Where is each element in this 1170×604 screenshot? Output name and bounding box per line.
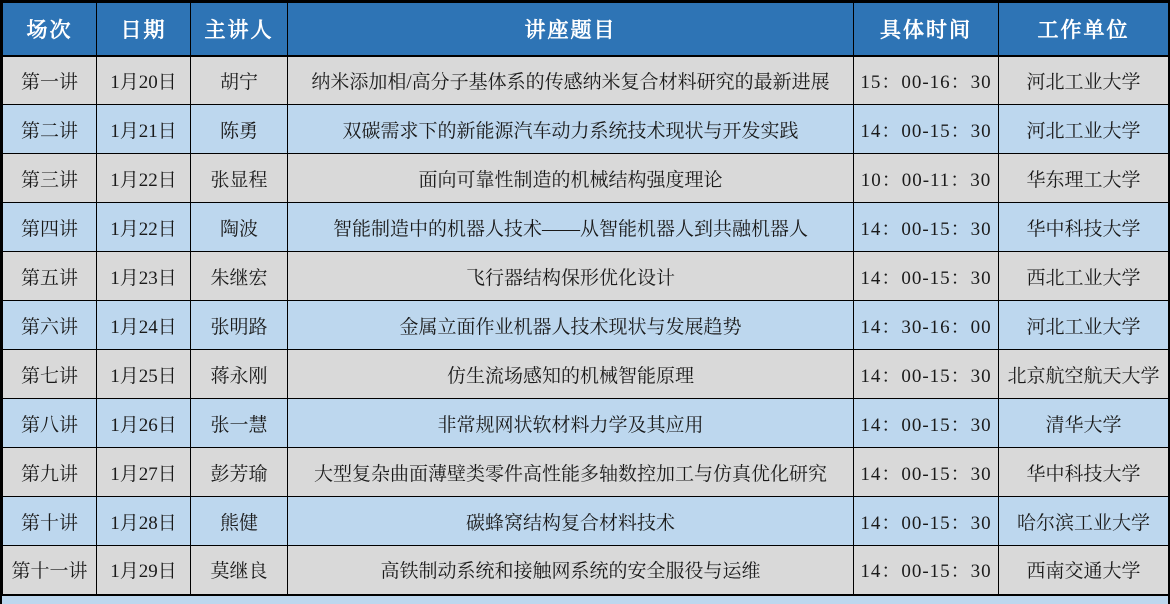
cell-lecture-title: 非常规网状软材料力学及其应用 bbox=[288, 399, 854, 448]
cell-affiliation: 北京航空航天大学 bbox=[999, 350, 1169, 399]
lecture-schedule-table bbox=[2, 2, 1169, 596]
cell-session: 第二讲 bbox=[3, 105, 97, 154]
cell-lecture-title: 纳米添加相/高分子基体系的传感纳米复合材料研究的最新进展 bbox=[288, 56, 854, 105]
cell-session: 第四讲 bbox=[3, 203, 97, 252]
cell-date: 1月23日 bbox=[97, 252, 191, 301]
cell-date: 1月27日 bbox=[97, 448, 191, 497]
cell-session: 第十一讲 bbox=[3, 546, 97, 595]
cell-speaker: 朱继宏 bbox=[191, 252, 288, 301]
cell-time: 10：00-11：30 bbox=[854, 154, 999, 203]
cell-time: 15：00-16：30 bbox=[854, 56, 999, 105]
table-row bbox=[3, 154, 1169, 203]
cell-lecture-title: 金属立面作业机器人技术现状与发展趋势 bbox=[288, 301, 854, 350]
cell-speaker: 陈勇 bbox=[191, 105, 288, 154]
cell-affiliation: 西北工业大学 bbox=[999, 252, 1169, 301]
cell-speaker: 胡宁 bbox=[191, 56, 288, 105]
cell-time: 14：00-15：30 bbox=[854, 105, 999, 154]
cell-speaker: 熊健 bbox=[191, 497, 288, 546]
column-header-time: 具体时间 bbox=[854, 3, 999, 56]
cell-session: 第五讲 bbox=[3, 252, 97, 301]
cell-date: 1月28日 bbox=[97, 497, 191, 546]
header-row bbox=[3, 3, 1169, 56]
cell-date: 1月22日 bbox=[97, 154, 191, 203]
table-row bbox=[3, 252, 1169, 301]
cell-time: 14：00-15：30 bbox=[854, 350, 999, 399]
table-row bbox=[3, 203, 1169, 252]
cell-session: 第三讲 bbox=[3, 154, 97, 203]
table-body bbox=[3, 56, 1169, 595]
cell-lecture-title: 飞行器结构保形优化设计 bbox=[288, 252, 854, 301]
cell-date: 1月29日 bbox=[97, 546, 191, 595]
cell-date: 1月25日 bbox=[97, 350, 191, 399]
cell-session: 第十讲 bbox=[3, 497, 97, 546]
cell-speaker: 蒋永刚 bbox=[191, 350, 288, 399]
table-row bbox=[3, 497, 1169, 546]
cell-date: 1月22日 bbox=[97, 203, 191, 252]
cell-session: 第一讲 bbox=[3, 56, 97, 105]
cell-lecture-title: 大型复杂曲面薄壁类零件高性能多轴数控加工与仿真优化研究 bbox=[288, 448, 854, 497]
column-header-session: 场次 bbox=[3, 3, 97, 56]
cell-date: 1月20日 bbox=[97, 56, 191, 105]
column-header-date: 日期 bbox=[97, 3, 191, 56]
table-row bbox=[3, 56, 1169, 105]
cell-time: 14：00-15：30 bbox=[854, 399, 999, 448]
cell-affiliation: 河北工业大学 bbox=[999, 301, 1169, 350]
cell-time: 14：00-15：30 bbox=[854, 203, 999, 252]
cell-lecture-title: 双碳需求下的新能源汽车动力系统技术现状与开发实践 bbox=[288, 105, 854, 154]
column-header-speaker: 主讲人 bbox=[191, 3, 288, 56]
cell-session: 第六讲 bbox=[3, 301, 97, 350]
cell-lecture-title: 智能制造中的机器人技术——从智能机器人到共融机器人 bbox=[288, 203, 854, 252]
cell-time: 14：30-16：00 bbox=[854, 301, 999, 350]
cell-speaker: 张一慧 bbox=[191, 399, 288, 448]
cell-affiliation: 华中科技大学 bbox=[999, 203, 1169, 252]
table-row bbox=[3, 546, 1169, 595]
cell-affiliation: 华东理工大学 bbox=[999, 154, 1169, 203]
column-header-title: 讲座题目 bbox=[288, 3, 854, 56]
cell-date: 1月24日 bbox=[97, 301, 191, 350]
column-header-affiliation: 工作单位 bbox=[999, 3, 1169, 56]
cell-time: 14：00-15：30 bbox=[854, 546, 999, 595]
table-row bbox=[3, 350, 1169, 399]
cell-time: 14：00-15：30 bbox=[854, 497, 999, 546]
cell-speaker: 陶波 bbox=[191, 203, 288, 252]
table-row bbox=[3, 105, 1169, 154]
cell-speaker: 张显程 bbox=[191, 154, 288, 203]
cell-date: 1月26日 bbox=[97, 399, 191, 448]
cell-affiliation: 哈尔滨工业大学 bbox=[999, 497, 1169, 546]
cell-speaker: 莫继良 bbox=[191, 546, 288, 595]
cell-affiliation: 清华大学 bbox=[999, 399, 1169, 448]
cell-session: 第八讲 bbox=[3, 399, 97, 448]
cell-date: 1月21日 bbox=[97, 105, 191, 154]
cell-lecture-title: 仿生流场感知的机械智能原理 bbox=[288, 350, 854, 399]
cell-time: 14：00-15：30 bbox=[854, 448, 999, 497]
cell-affiliation: 河北工业大学 bbox=[999, 56, 1169, 105]
cell-affiliation: 华中科技大学 bbox=[999, 448, 1169, 497]
table-header bbox=[3, 3, 1169, 56]
cell-affiliation: 河北工业大学 bbox=[999, 105, 1169, 154]
cell-lecture-title: 碳蜂窝结构复合材料技术 bbox=[288, 497, 854, 546]
cell-speaker: 张明路 bbox=[191, 301, 288, 350]
cell-lecture-title: 面向可靠性制造的机械结构强度理论 bbox=[288, 154, 854, 203]
table-row bbox=[3, 301, 1169, 350]
cell-session: 第七讲 bbox=[3, 350, 97, 399]
table-row bbox=[3, 399, 1169, 448]
cell-time: 14：00-15：30 bbox=[854, 252, 999, 301]
cell-affiliation: 西南交通大学 bbox=[999, 546, 1169, 595]
cell-speaker: 彭芳瑜 bbox=[191, 448, 288, 497]
cell-session: 第九讲 bbox=[3, 448, 97, 497]
table-row bbox=[3, 448, 1169, 497]
cell-lecture-title: 高铁制动系统和接触网系统的安全服役与运维 bbox=[288, 546, 854, 595]
